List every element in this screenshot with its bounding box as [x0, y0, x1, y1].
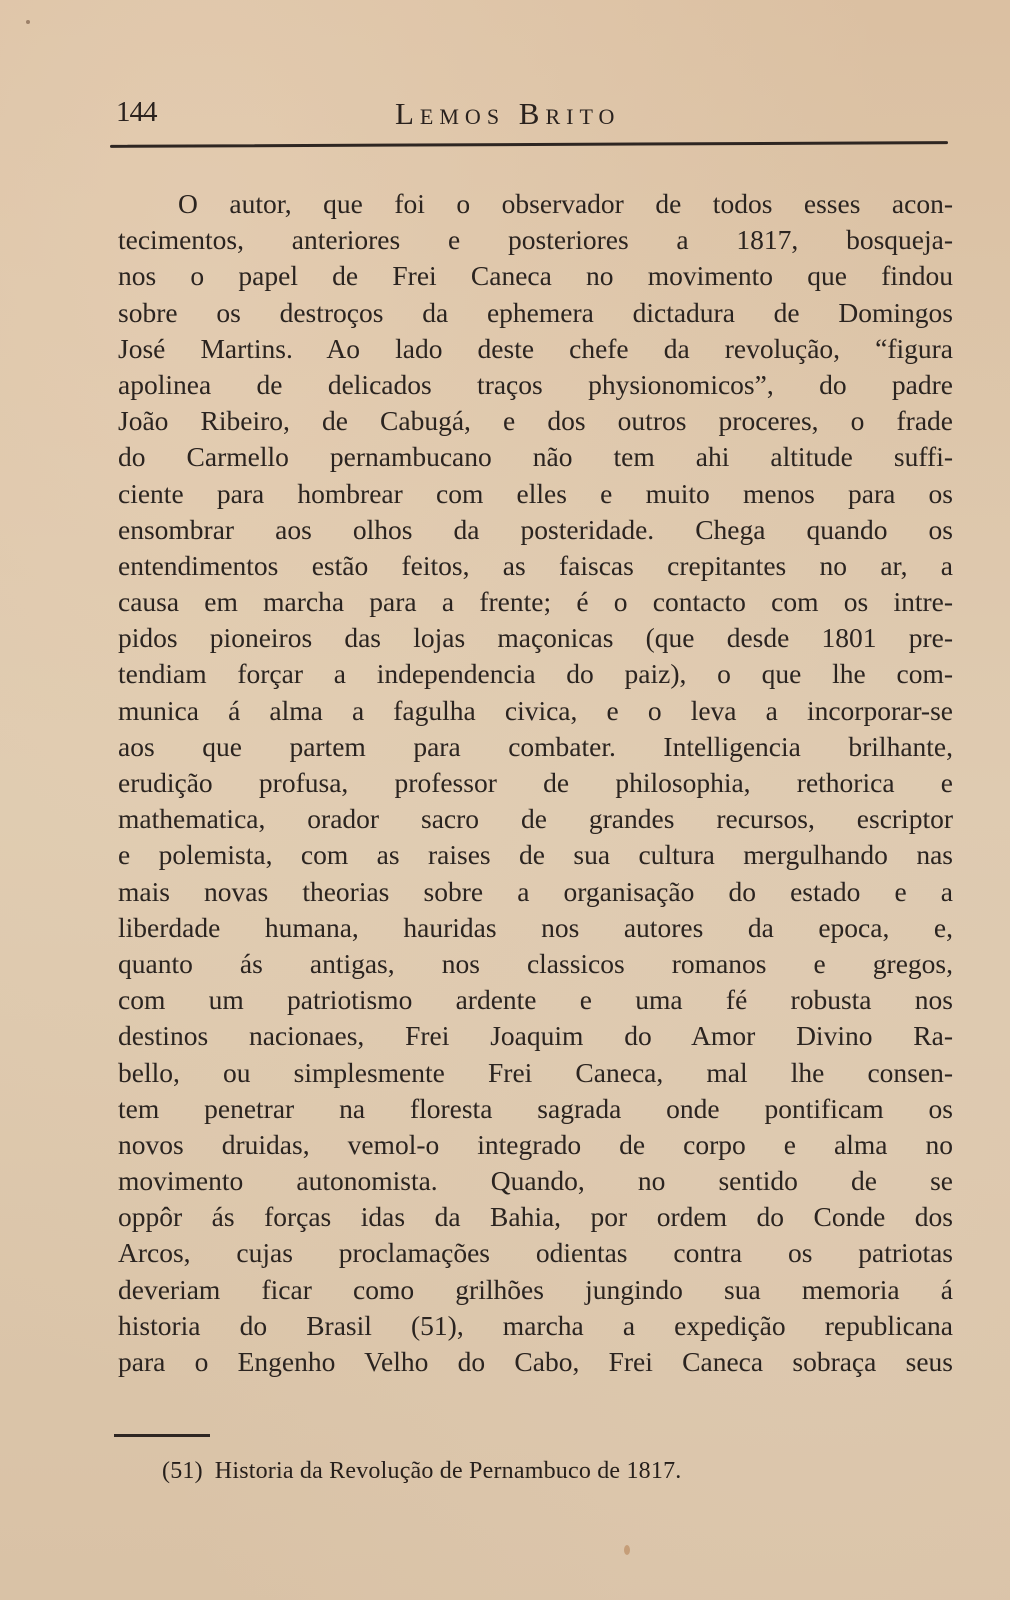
text-line: tem penetrar na floresta sagrada onde pontificam os — [118, 1092, 953, 1124]
text-line: movimento autonomista. Quando, no sentido de se — [118, 1165, 953, 1197]
footnote — [162, 1458, 681, 1485]
text-line: nos o papel de Frei Caneca no movimento que findou — [118, 260, 953, 292]
text-line: munica á alma a fagulha civica, e o leva a incorporar-se — [118, 694, 953, 726]
text-line: sobre os destroços da ephemera dictadura de Domingos — [118, 296, 953, 328]
text-line: do Carmello pernambucano não tem ahi altitude suffi- — [118, 441, 953, 473]
text-line: João Ribeiro, de Cabugá, e dos outros proceres, o frade — [118, 405, 953, 437]
text-line: para o Engenho Velho do Cabo, Frei Caneca sobraça seus — [118, 1346, 953, 1377]
text-line: mais novas theorias sobre a organisação do estado e a — [118, 875, 953, 907]
text-line: entendimentos estão feitos, as faiscas crepitantes no ar, a — [118, 549, 953, 581]
text-line: novos druidas, vemol-o integrado de corpo e alma no — [118, 1128, 953, 1160]
text-line: quanto ás antigas, nos classicos romanos e gregos, — [118, 947, 953, 979]
paper-speck — [26, 20, 30, 24]
running-head — [116, 96, 978, 136]
text-line: tecimentos, anteriores e posteriores a 1817, bosqueja- — [118, 224, 953, 256]
text-line: com um patriotismo ardente e uma fé robusta nos — [118, 984, 953, 1016]
text-line: e polemista, com as raises de sua cultura mergulhando nas — [118, 839, 953, 871]
paper-stain — [624, 1545, 630, 1555]
text-line: bello, ou simplesmente Frei Caneca, mal lhe consen- — [118, 1056, 953, 1088]
page-number: 144 — [116, 96, 157, 128]
text-line: causa em marcha para a frente; é o contacto com os intre- — [118, 586, 953, 618]
running-title: Lemos Brito — [395, 96, 621, 131]
text-line: ensombrar aos olhos da posteridade. Chega quando os — [118, 513, 953, 545]
footnote-text: Historia da Revolução de Pernambuco de 1817. — [214, 1458, 682, 1484]
text-line: liberdade humana, hauridas nos autores da epoca, e, — [118, 911, 953, 943]
text-line: aos que partem para combater. Intelligencia brilhante, — [118, 730, 953, 762]
text-line: mathematica, orador sacro de grandes recursos, escriptor — [118, 803, 953, 835]
text-line: erudição profusa, professor de philosophia, rethorica e — [118, 767, 953, 798]
text-line: tendiam forçar a independencia do paiz), o que lhe com- — [118, 658, 953, 690]
text-line: apolinea de delicados traços physionomicos”, do padre — [118, 368, 953, 400]
text-line: O autor, que foi o observador de todos esses acon- — [178, 188, 953, 219]
footnote-rule — [114, 1434, 210, 1437]
body-paragraph — [118, 186, 953, 1380]
text-line: pidos pioneiros das lojas maçonicas (que desde 1801 pre- — [118, 622, 953, 654]
text-line: Arcos, cujas proclamações odientas contra os patriotas — [118, 1237, 953, 1269]
text-line: destinos nacionaes, Frei Joaquim do Amor Divino Ra- — [118, 1020, 953, 1052]
text-line: deveriam ficar como grilhões jungindo sua memoria á — [118, 1273, 953, 1305]
footnote-marker: (51) — [162, 1458, 203, 1484]
text-line: José Martins. Ao lado deste chefe da revolução, “figura — [118, 332, 953, 364]
header-rule — [110, 141, 948, 148]
text-line: oppôr ás forças idas da Bahia, por ordem do Conde dos — [118, 1201, 953, 1233]
text-line: historia do Brasil (51), marcha a expedição republicana — [118, 1309, 953, 1341]
text-line: ciente para hombrear com elles e muito menos para os — [118, 477, 953, 509]
